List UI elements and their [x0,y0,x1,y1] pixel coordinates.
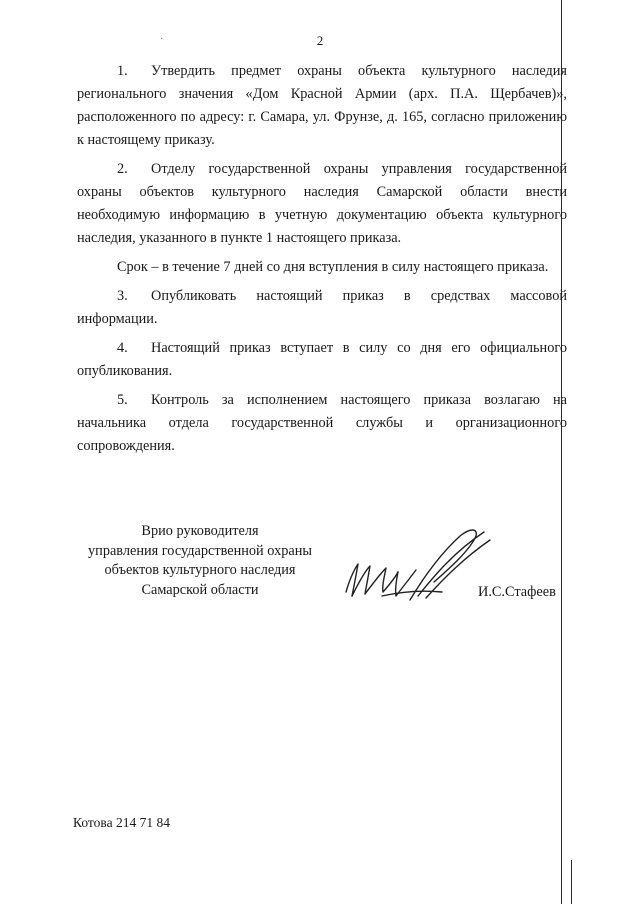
executor-contact: Котова 214 71 84 [73,815,170,830]
paragraph-text: Контроль за исполнением настоящего приказа возлагаю на начальника отдела государственной службы и организационного сопровождения. [77,392,567,454]
scan-speck: · [160,34,164,45]
signatory-position [70,522,330,600]
paragraph-text: Утвердить предмет охраны объекта культурного наследия регионального значения «Дом Красной Армии (арх. П.А. Щербачев)», расположенного по адресу: г. Самара, ул. Фрунзе, д. 165, согласно приложению к настоящему приказу. [77,63,567,148]
paragraph-4 [77,337,567,383]
paragraph-5 [77,389,567,458]
document-body [77,60,567,464]
paragraph-number: 2. [117,161,128,177]
paragraph-3 [77,285,567,331]
position-line: Самарской области [141,581,259,598]
paragraph-text: Опубликовать настоящий приказ в средствах массовой информации. [77,288,567,327]
signer-name: И.С.Стафеев [478,584,556,600]
page-number: 2 [316,33,324,48]
paragraph-number: 5. [117,392,128,408]
paragraph-number: 4. [117,340,128,356]
paragraph-text: Отделу государственной охраны управления государственной охраны объектов культурного наследия Самарской области внести необходимую информацию в учетную документацию объекта культурного наследия, указанного в пункте 1 настоящего приказа. [77,161,567,246]
paragraph-1 [77,60,567,152]
paragraph-number: 1. [117,63,128,79]
paragraph-number: 3. [117,288,128,304]
position-line: Врио руководителя [141,523,259,539]
paragraph-deadline [77,256,567,279]
position-line: объектов культурного наследия [104,562,296,578]
paragraph-2 [77,158,567,250]
paragraph-text: Срок – в течение 7 дней со дня вступления в силу настоящего приказа. [117,259,549,275]
paragraph-text: Настоящий приказ вступает в силу со дня его официального опубликования. [77,340,567,379]
handwritten-signature [338,522,498,612]
scan-edge-line-secondary [571,860,572,904]
position-line: управления государственной охраны [88,542,312,559]
